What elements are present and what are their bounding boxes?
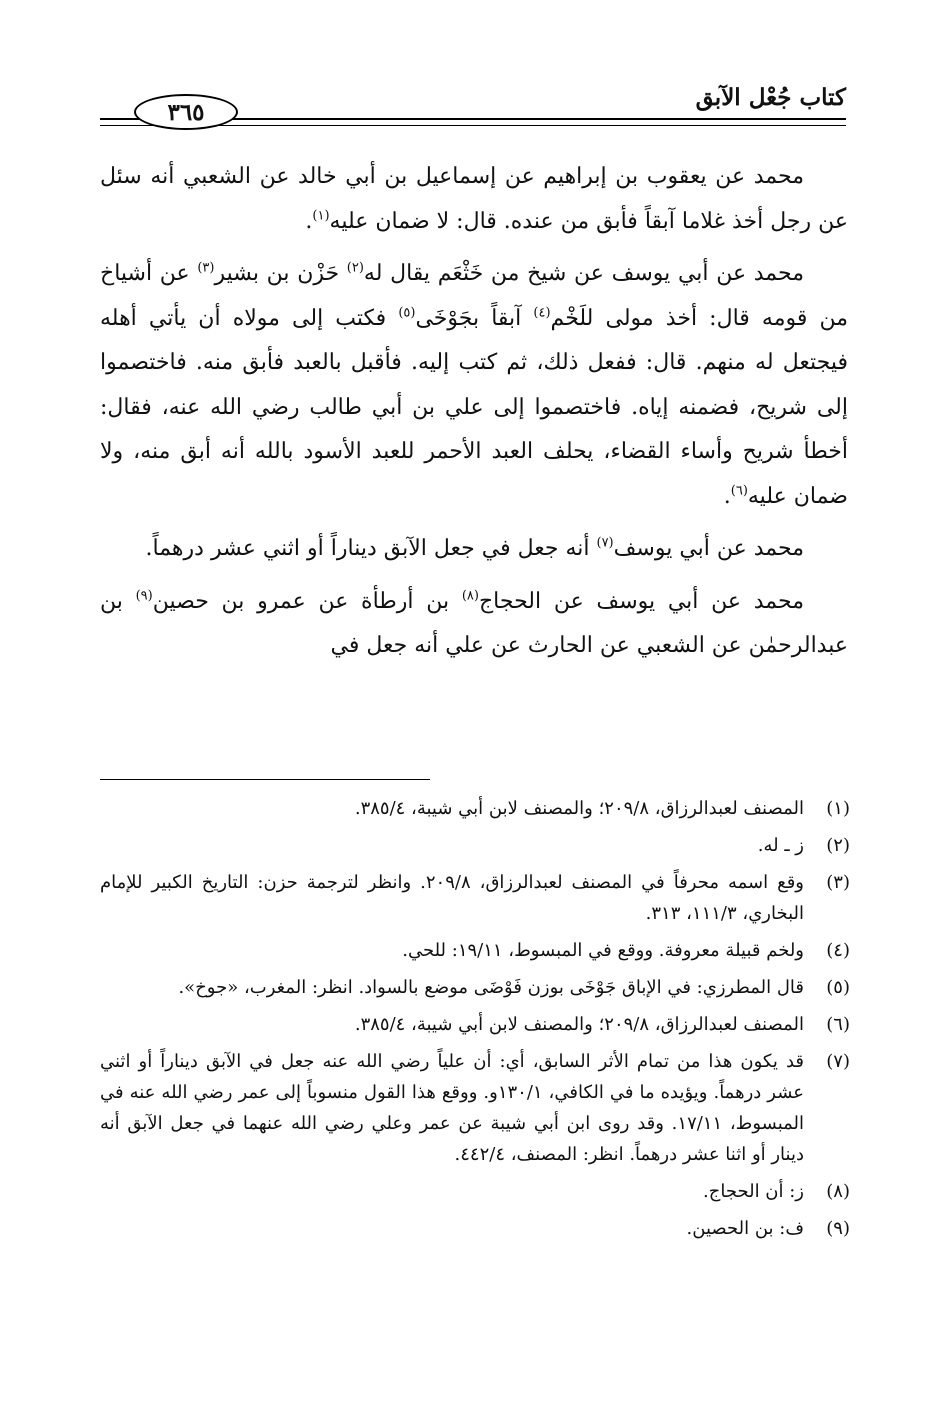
footnote-text: قد يكون هذا من تمام الأثر السابق، أي: أن علياً رضي الله عنه جعل في الآبق ديناراً أو اثني عشر درهماً. ويؤيده ما في الكافي، ١٣٠/١و. ووقع هذا القول منسوباً إلى عمر رضي الله عنه في المبسوط، ١٧/١١. وقد روى ابن أبي شيبة عن عمر وعلي رضي الله عنهما في جعل الآبق أنه دينار أو اثنا عشر درهماً. انظر: المصنف، ٤٤٢/٤. — [100, 1051, 805, 1165]
footnote — [100, 972, 850, 1003]
text-run: محمد عن يعقوب بن إبراهيم عن إسماعيل بن أبي خالد عن الشعبي أنه سئل عن رجل أخذ غلاما آبقاً فأبق من عنده. قال: لا ضمان عليه — [100, 164, 848, 234]
footnote-marker: (٤) — [533, 305, 551, 321]
footnote-number: (٩) — [826, 1218, 850, 1239]
text-run: . — [305, 208, 313, 234]
text-run: بن عبدالرحمٰن عن الشعبي عن الحارث عن علي أنه جعل في — [100, 588, 848, 658]
footnote-number: (٢) — [826, 835, 850, 856]
text-run: فكتب إلى مولاه أن يأتي أهله فيجتعل له منهم. قال: ففعل ذلك، ثم كتب إليه. فأقبل بالعبد فأبق منه. فاختصموا إلى شريح، فضمنه إياه. فاختصموا إلى علي بن أبي طالب رضي الله عنه، فقال: أخطأ شريح وأساء القضاء، يحلف العبد الأحمر للعبد الأسود بالله أنه أبق منه، ولا ضمان عليه — [100, 305, 848, 509]
footnote — [100, 1176, 850, 1207]
footnote-text: ف: بن الحصين. — [686, 1218, 804, 1239]
footnote-marker: (٣) — [197, 260, 215, 276]
text-run: آبقاً بجَوْخَى — [415, 305, 534, 331]
footnote — [100, 1046, 850, 1170]
footnote — [100, 1009, 850, 1040]
footnote-text: ز ـ له. — [757, 835, 804, 856]
text-run: محمد عن أبي يوسف عن شيخ من خَثْعَم يقال له — [363, 261, 804, 286]
book-title: كتاب جُعْل الآبق — [695, 84, 846, 111]
footnote-text: المصنف لعبدالرزاق، ٢٠٩/٨؛ والمصنف لابن أبي شيبة، ٣٨٥/٤. — [354, 1014, 804, 1035]
footnote-marker: (٥) — [398, 305, 416, 321]
footnote-number: (٨) — [826, 1181, 850, 1202]
footnote-number: (٤) — [826, 940, 850, 961]
paragraph — [100, 155, 848, 244]
footnote-marker: (٢) — [346, 260, 364, 276]
paragraph — [100, 580, 848, 669]
paragraph — [100, 252, 848, 519]
footnote — [100, 1213, 850, 1244]
footnote-marker: (٦) — [730, 483, 748, 499]
text-run: أنه جعل في جعل الآبق ديناراً أو اثني عشر درهماً. — [145, 536, 597, 561]
footnote-marker: (٨) — [461, 588, 479, 604]
main-text — [100, 155, 848, 677]
footnote-separator — [100, 779, 430, 780]
text-run: . — [723, 483, 731, 509]
text-run: عن أشياخ من قومه قال: أخذ مولى للَخْم — [100, 261, 849, 331]
page-header — [100, 84, 846, 132]
page-number: ٣٦٥ — [134, 94, 238, 130]
footnote — [100, 793, 850, 824]
footnote-text: قال المطرزي: في الإباق جَوْخَى بوزن فَوْضَى موضع بالسواد. انظر: المغرب، «جوخ». — [178, 977, 804, 998]
footnote-number: (٣) — [826, 872, 850, 893]
footnote-marker: (٧) — [596, 535, 614, 551]
footnote-text: ز: أن الحجاج. — [703, 1181, 804, 1202]
footnote-marker: (٩) — [135, 588, 153, 604]
text-run: بن أرطأة عن عمرو بن حصين — [152, 588, 462, 614]
footnote — [100, 935, 850, 966]
footnote — [100, 867, 850, 929]
footnote-number: (٥) — [826, 977, 850, 998]
text-run: محمد عن أبي يوسف — [613, 536, 804, 561]
paragraph — [100, 527, 848, 572]
footnote — [100, 830, 850, 861]
footnotes — [100, 793, 850, 1250]
text-run: محمد عن أبي يوسف عن الحجاج — [478, 588, 804, 614]
footnote-number: (٧) — [826, 1051, 850, 1072]
footnote-number: (٦) — [826, 1014, 850, 1035]
footnote-number: (١) — [826, 798, 850, 819]
footnote-marker: (١) — [312, 208, 330, 224]
footnote-text: وقع اسمه محرفاً في المصنف لعبدالرزاق، ٢٠٩/٨. وانظر لترجمة حزن: التاريخ الكبير للإمام البخاري، ١١١/٣، ٣١٣. — [100, 872, 804, 924]
footnote-text: المصنف لعبدالرزاق، ٢٠٩/٨؛ والمصنف لابن أبي شيبة، ٣٨٥/٤. — [354, 798, 804, 819]
footnote-text: ولخم قبيلة معروفة. ووقع في المبسوط، ١٩/١١: للحي. — [402, 940, 804, 961]
text-run: حَزْن بن بشير — [214, 261, 347, 286]
